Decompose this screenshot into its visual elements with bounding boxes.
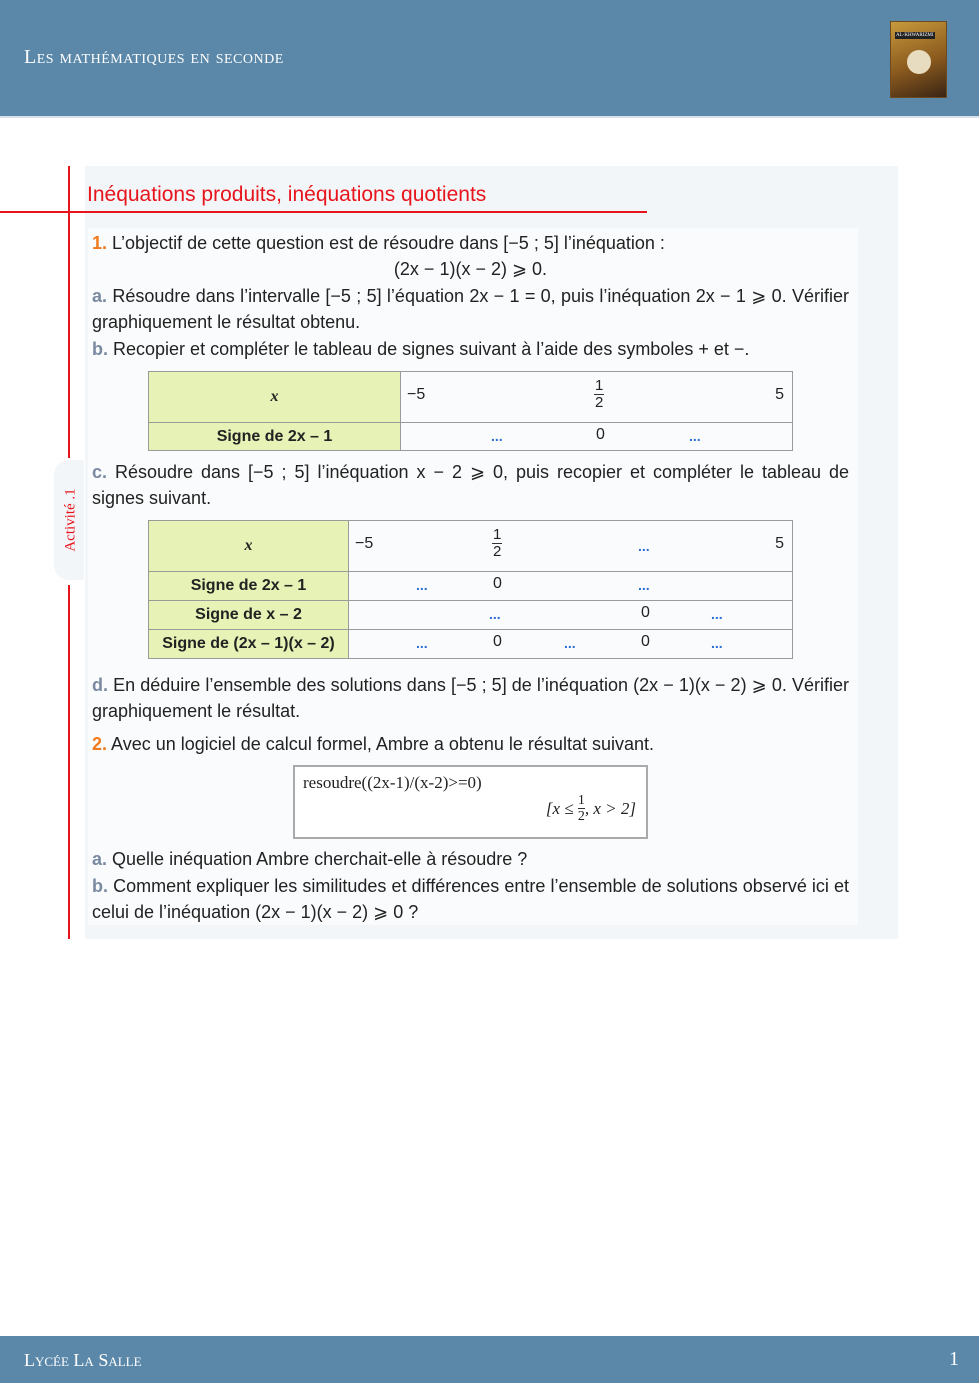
row-label: Signe de x – 2 [149,601,349,630]
x-header: x [149,521,349,572]
blank: ... [711,635,723,651]
section-title: Inéquations produits, inéquations quotients [87,183,487,206]
zero: 0 [641,604,650,621]
blank: ... [416,635,428,651]
part-label: c. [92,462,108,482]
cas-output-box [293,765,648,839]
part-label: b. [92,876,108,896]
sign-row [349,601,793,630]
page-footer [0,1336,979,1383]
part-text: En déduire l’ensemble des solutions dans [−5 ; 5] de l’inéquation (2x − 1)(x − 2) ⩾ 0. Vérifier graphiquement le résultat. [92,675,849,721]
part-label: a. [92,286,108,306]
part-label: a. [92,849,108,869]
question-2a [92,846,849,872]
part-text: Quelle inéquation Ambre cherchait-elle à résoudre ? [112,849,528,869]
x-half: $\frac{1}{2}$ [493,526,502,560]
x-max: 5 [775,535,784,552]
question-1c [92,459,849,511]
activity-label: Activité .1 [62,488,79,552]
x-min: −5 [355,535,374,552]
question-1b [92,336,849,362]
question-text: Avec un logiciel de calcul formel, Ambre a obtenu le résultat suivant. [111,734,654,754]
book-cover-image [890,21,947,98]
x-min: −5 [407,386,426,403]
question-1a [92,283,849,335]
part-text: Recopier et compléter le tableau de signes suivant à l’aide des symboles + et −. [113,339,750,359]
blank: ... [564,635,576,651]
margin-line [68,166,70,458]
x-header: x [149,372,401,423]
part-text: Résoudre dans [−5 ; 5] l’inéquation x − 2 ⩾ 0, puis recopier et compléter le tableau de signes suivant. [92,462,849,508]
blank: ... [689,428,701,444]
page-number: 1 [949,1348,959,1370]
question-text: L’objectif de cette question est de résoudre dans [−5 ; 5] l’inéquation : [112,233,665,253]
question-number: 1. [92,233,108,253]
part-label: d. [92,675,108,695]
x-half: $\frac{1}{2}$ [595,377,604,411]
sign-row [349,630,793,659]
sign-table-1 [148,371,793,451]
part-text: Comment expliquer les similitudes et différences entre l’ensemble de solutions observé ici et celui de l’inéquation (2x − 1)(x − 2) ⩾ 0 ? [92,876,849,922]
margin-line [68,585,70,939]
header-title: Les mathématiques en seconde [24,46,284,68]
question-1 [92,230,849,256]
blank: ... [638,577,650,593]
blank: ... [416,577,428,593]
footer-school: Lycée La Salle [24,1350,142,1370]
title-underline [0,211,647,213]
blank: ... [491,428,503,444]
sign-row [401,423,793,451]
x-values [349,521,793,572]
question-number: 2. [92,734,108,754]
x-max: 5 [775,386,784,403]
part-label: b. [92,339,108,359]
zero: 0 [641,633,650,650]
row-label: Signe de (2x – 1)(x – 2) [149,630,349,659]
question-1d [92,672,849,724]
page-header [0,0,979,118]
zero: 0 [493,575,502,592]
question-2b [92,873,849,925]
blank: ... [638,538,650,554]
inequation: (2x − 1)(x − 2) ⩾ 0. [393,259,548,279]
cas-input: resoudre((2x-1)/(x-2)>=0) [303,773,482,792]
row-label: Signe de 2x – 1 [149,572,349,601]
blank: ... [489,606,501,622]
zero: 0 [596,426,605,443]
sign-table-2 [148,520,793,659]
x-values [401,372,793,423]
activity-tab [54,460,84,580]
zero: 0 [493,633,502,650]
blank: ... [711,606,723,622]
part-text: Résoudre dans l’intervalle [−5 ; 5] l’équation 2x − 1 = 0, puis l’inéquation 2x − 1 ⩾ 0. Vérifier graphiquement le résultat obtenu. [92,286,849,332]
cas-result: [x ≤ $\frac{1}{2}$ , x > 2] [545,793,636,824]
row-label: Signe de 2x – 1 [149,423,401,451]
cover-title: AL-KHWARIZMI [896,33,934,38]
question-2 [92,731,849,757]
sign-row [349,572,793,601]
